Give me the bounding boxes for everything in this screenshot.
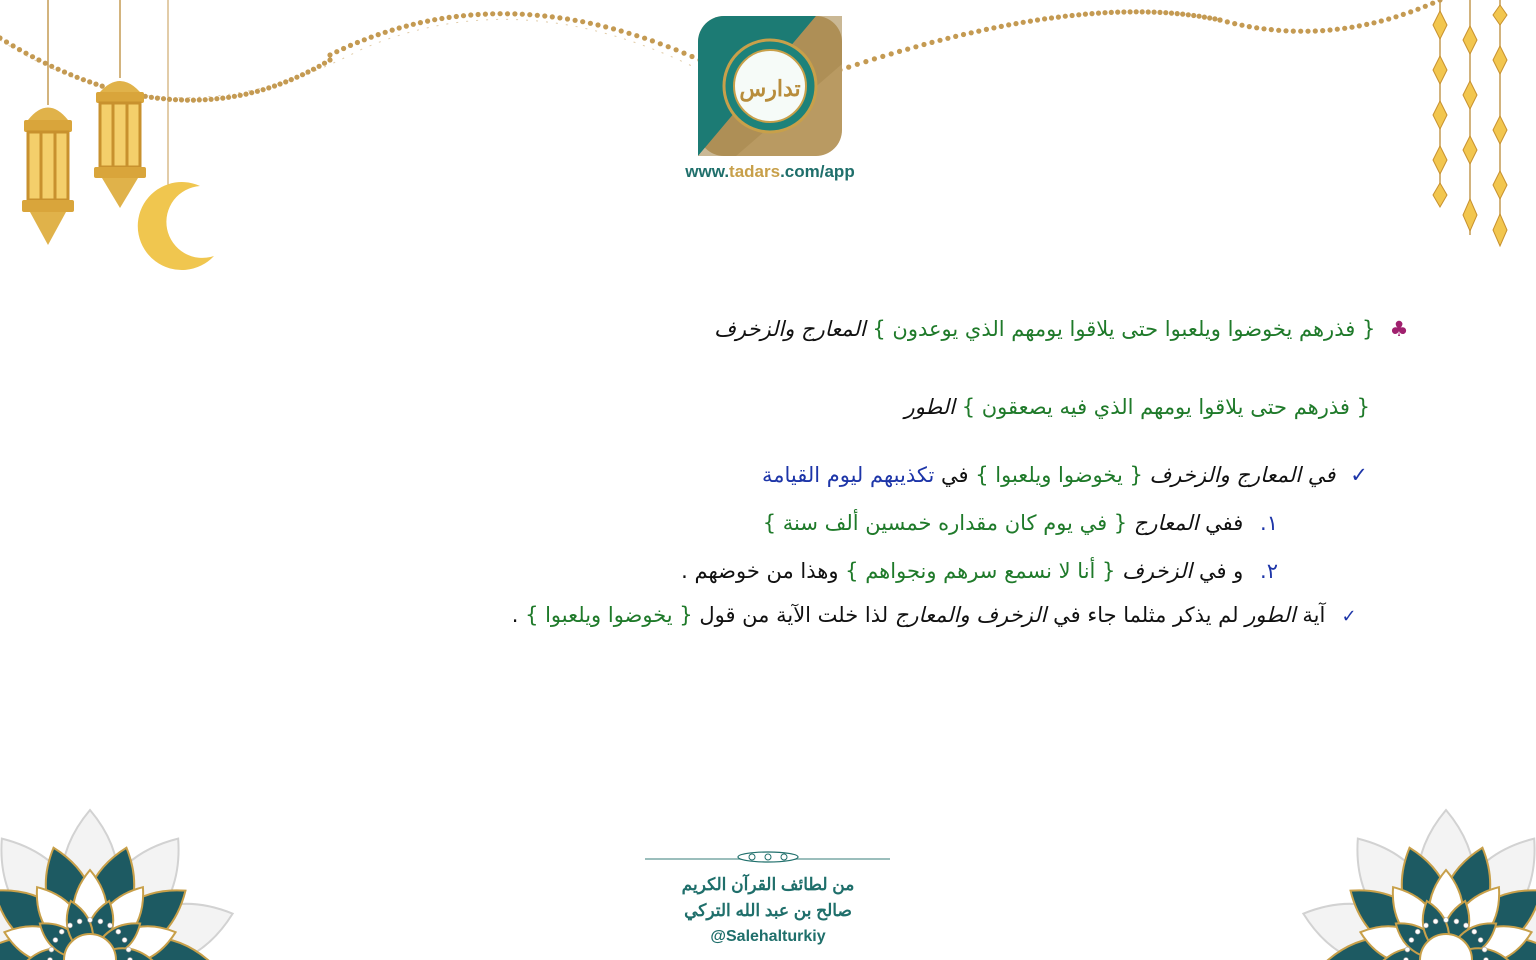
main-content <box>200 300 1410 660</box>
logo-calligraphy: تدارس <box>739 76 801 102</box>
lantern-icon <box>22 0 74 245</box>
checkmark-icon: ✓ <box>1341 606 1357 627</box>
mandala-right-icon <box>1295 810 1536 960</box>
list-number: ٢. <box>1260 559 1278 583</box>
note-line-2: ✓ آية الطور لم يذكر مثلما جاء في الزخرف والمعارج لذا خلت الآية من قول { يخوضوا ويلعبوا } . <box>512 600 1360 632</box>
social-handle[interactable]: @Salehalturkiy <box>710 928 826 945</box>
verse-line-2 <box>905 392 1370 422</box>
mandala-left-icon <box>0 810 241 960</box>
note-list-item-1: ١. ففي المعارج { في يوم كان مقداره خمسين ألف سنة } <box>763 508 1280 538</box>
hanging-diamonds <box>1433 0 1507 246</box>
verse-text: { فذرهم يخوضوا ويلعبوا حتى يلاقوا يومهم الذي يوعدون } <box>872 317 1376 341</box>
club-bullet-icon: ♣ <box>1389 317 1409 341</box>
surah-source: الطور <box>904 395 955 419</box>
surah-source: المعارج والزخرف <box>714 317 866 341</box>
crescent-moon-icon <box>138 0 214 270</box>
note-line-1: ✓ في المعارج والزخرف { يخوضوا ويلعبوا } في تكذيبهم ليوم القيامة <box>762 460 1370 490</box>
app-logo <box>696 14 844 158</box>
note-list-item-2: ٢. و في الزخرف { أنا لا نسمع سرهم ونجواهم } وهذا من خوضهم . <box>681 556 1280 586</box>
site-url[interactable]: www.tadars.com/app <box>685 162 855 181</box>
checkmark-icon: ✓ <box>1350 463 1368 487</box>
verse-line-1 <box>714 314 1410 344</box>
lantern-icon <box>94 0 146 208</box>
bead-garland-left <box>0 19 700 97</box>
footer-author: صالح بن عبد الله التركي <box>684 901 852 920</box>
footer-credits <box>600 850 936 950</box>
footer-title: من لطائف القرآن الكريم <box>681 875 855 894</box>
list-number: ١. <box>1260 511 1278 535</box>
verse-text: { فذرهم حتى يلاقوا يومهم الذي فيه يصعقون } <box>961 395 1370 419</box>
